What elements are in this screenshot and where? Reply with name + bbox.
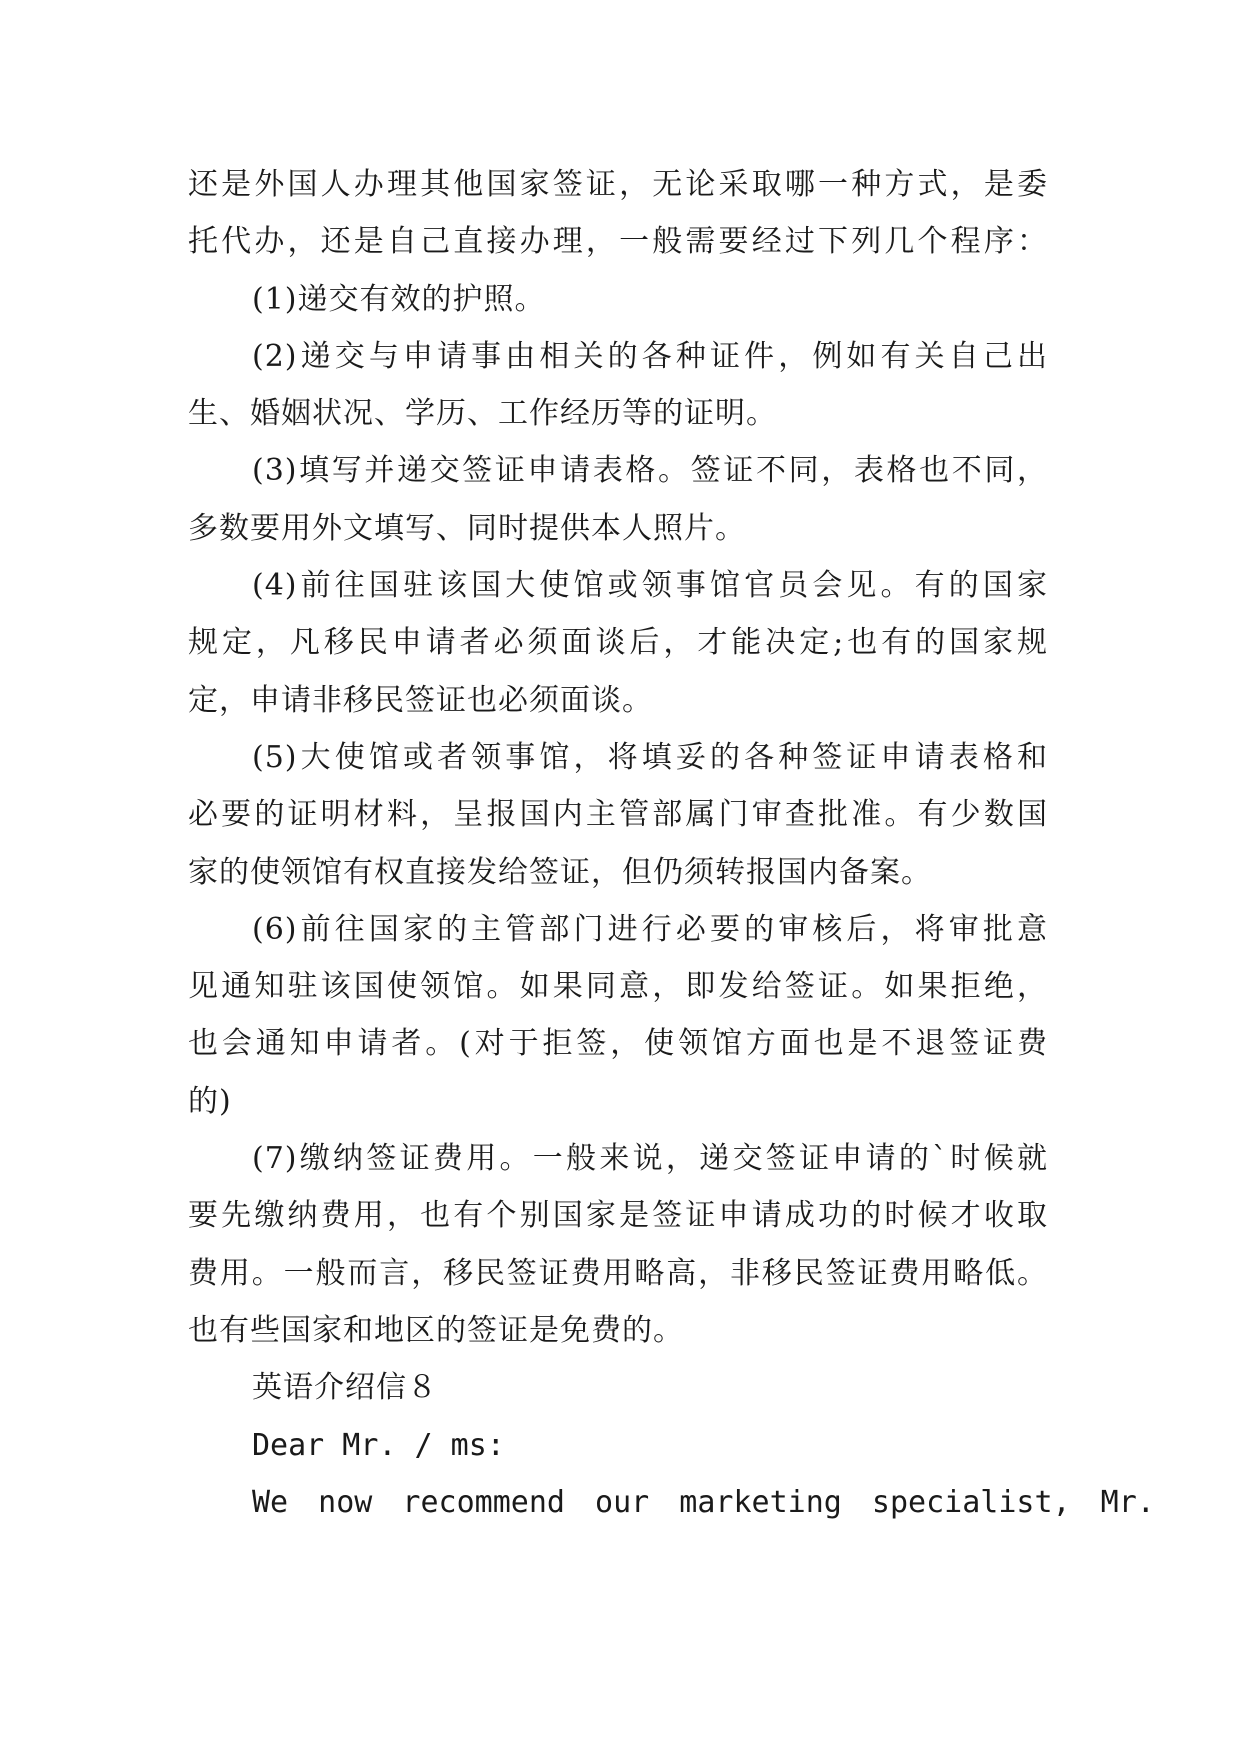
paragraph-line: 也有些国家和地区的签证是免费的。 xyxy=(188,1312,684,1348)
paragraph-line: 规定，凡移民申请者必须面谈后，才能决定;也有的国家规 xyxy=(188,625,1048,661)
paragraph-line: 必要的证明材料，呈报国内主管部属门审查批准。有少数国 xyxy=(188,797,1048,833)
paragraph-line: 见通知驻该国使领馆。如果同意，即发给签证。如果拒绝， xyxy=(188,969,1048,1005)
letter-salutation: Dear Mr. / ms: xyxy=(252,1427,505,1463)
section-heading: 英语介绍信８ xyxy=(252,1370,438,1406)
step-2-line: (2)递交与申请事由相关的各种证件，例如有关自己出 xyxy=(252,338,1048,374)
step-3-line: (3)填写并递交签证申请表格。签证不同，表格也不同， xyxy=(252,453,1048,489)
paragraph-line: 还是外国人办理其他国家签证，无论采取哪一种方式，是委 xyxy=(188,167,1048,202)
document-body xyxy=(188,156,1155,1531)
paragraph-line: 家的使领馆有权直接发给签证，但仍须转报国内备案。 xyxy=(188,854,932,890)
step-1-line: (1)递交有效的护照。 xyxy=(252,281,546,317)
step-6-line: (6)前往国家的主管部门进行必要的审核后，将审批意 xyxy=(252,911,1048,947)
paragraph-line: 定，申请非移民签证也必须面谈。 xyxy=(188,682,653,718)
paragraph-line: 也会通知申请者。(对于拒签，使领馆方面也是不退签证费 xyxy=(188,1026,1048,1062)
step-4-line: (4)前往国驻该国大使馆或领事馆官员会见。有的国家 xyxy=(252,568,1048,604)
step-5-line: (5)大使馆或者领事馆，将填妥的各种签证申请表格和 xyxy=(252,739,1048,775)
paragraph-line: 生、婚姻状况、学历、工作经历等的证明。 xyxy=(188,396,777,432)
paragraph-line: 费用。一般而言，移民签证费用略高，非移民签证费用略低。 xyxy=(188,1255,1048,1291)
paragraph-line: 多数要用外文填写、同时提供本人照片。 xyxy=(188,510,746,546)
paragraph-line: 托代办，还是自己直接办理，一般需要经过下列几个程序： xyxy=(188,224,1048,260)
paragraph-line: 要先缴纳费用，也有个别国家是签证申请成功的时候才收取 xyxy=(188,1198,1048,1234)
step-7-line: (7)缴纳签证费用。一般来说，递交签证申请的`时候就 xyxy=(252,1141,1048,1177)
letter-body-line: We now recommend our marketing specialist, Mr. xyxy=(252,1484,1155,1520)
paragraph-line: 的) xyxy=(188,1083,232,1119)
